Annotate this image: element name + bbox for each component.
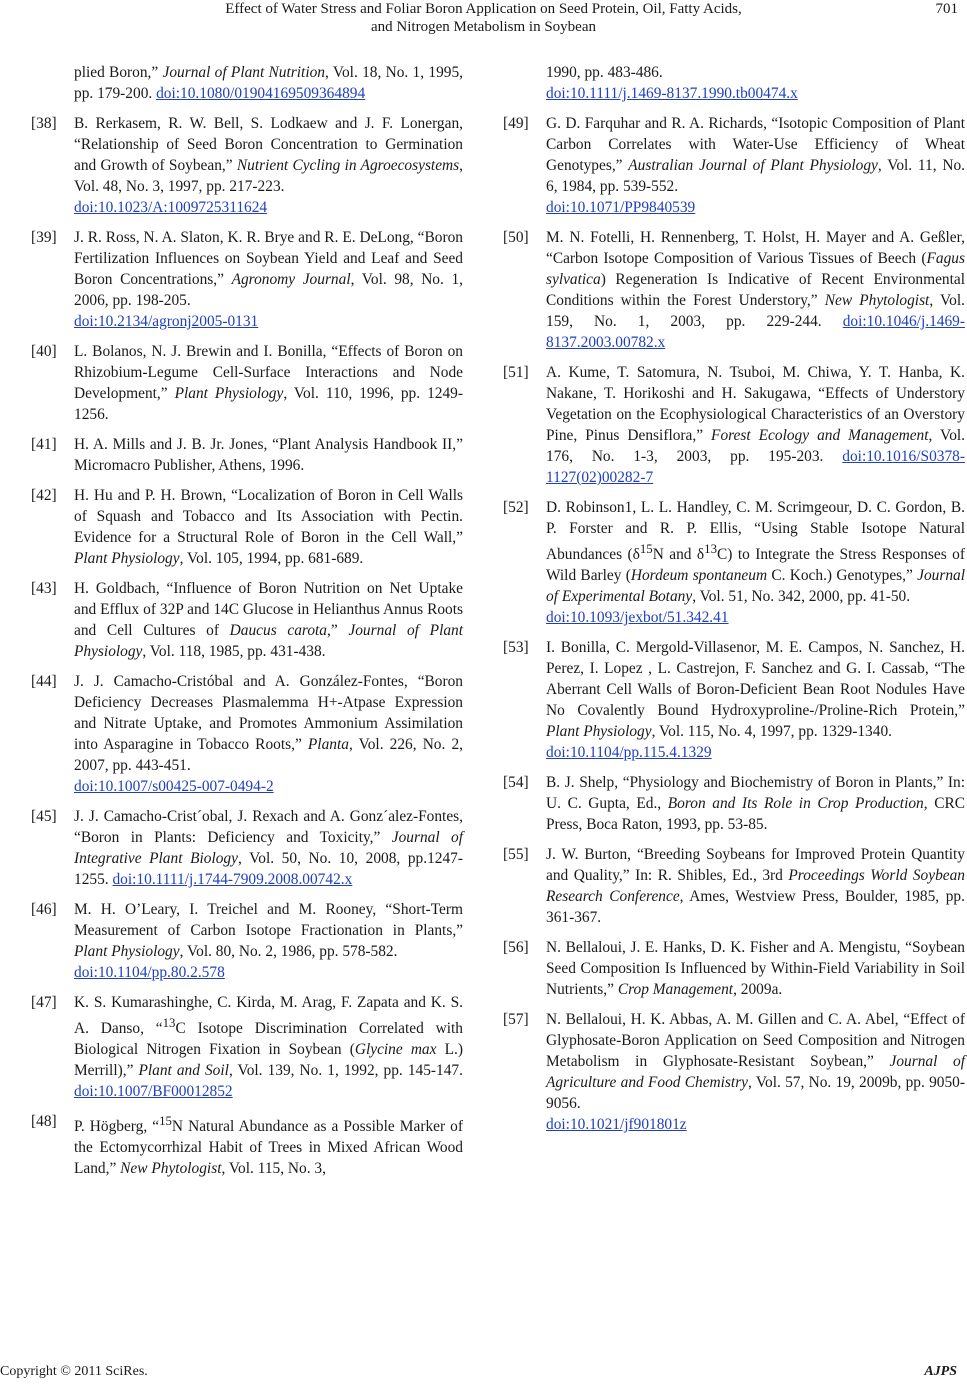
reference-number: [39] bbox=[31, 229, 57, 246]
reference-46: [46] M. H. O’Leary, I. Treichel and M. Rooney, “Short-Term Measurement of Carbon Isotope Fractionation in Plants,” Plant Physiology, Vol. 80, No. 2, 1986, pp. 578-582. doi:10.1104/pp.80.2.578 bbox=[31, 901, 463, 981]
reference-number: [42] bbox=[31, 487, 57, 504]
reference-number: [40] bbox=[31, 343, 57, 360]
reference-number: [44] bbox=[31, 673, 57, 690]
reference-37-continued: plied Boron,” Journal of Plant Nutrition, Vol. 18, No. 1, 1995, pp. 179-200. doi:10.1080/01904169509364894 bbox=[74, 64, 464, 102]
references-right-column bbox=[503, 62, 965, 1144]
reference-42: [42] H. Hu and P. H. Brown, “Localization of Boron in Cell Walls of Squash and Tobacco and Its Association with Pectin. Evidence for a Structural Role of Boron in the Cell Wall,” Plant Physiology, Vol. 105, 1994, pp. 681-689. bbox=[31, 487, 463, 567]
reference-38: [38] B. Rerkasem, R. W. Bell, S. Lodkaew and J. F. Lonergan, “Relationship of Seed Boron Concentration to Germination and Growth of Soybean,” Nutrient Cycling in Agroecosystems, Vol. 48, No. 3, 1997, pp. 217-223. doi:10.1023/A:1009725311624 bbox=[31, 115, 464, 216]
doi-link[interactable]: doi:10.1080/01904169509364894 bbox=[156, 85, 366, 102]
page-number: 701 bbox=[935, 1, 958, 17]
reference-49: [49] G. D. Farquhar and R. A. Richards, “Isotopic Composition of Plant Carbon Correlates with Water-Use Efficiency of Wheat Genotypes,” Australian Journal of Plant Physiology, Vol. 11, No. 6, 1984, pp. 539-552. doi:10.1071/PP9840539 bbox=[503, 115, 965, 216]
running-title-line-1: Effect of Water Stress and Foliar Boron Application on Seed Protein, Oil, Fatty Acids, bbox=[225, 1, 742, 17]
reference-53: [53] I. Bonilla, C. Mergold-Villasenor, M. E. Campos, N. Sanchez, H. Perez, I. Lopez , L. Castrejon, F. Sanchez and G. I. Cassab, “The Aberrant Cell Walls of Boron-Deficient Bean Root Nodules Have No Covalently Bound Hydroxyproline-/Proline-Rich Protein,” Plant Physiology, Vol. 115, No. 4, 1997, pp. 1329-1340. doi:10.1104/pp.115.4.1329 bbox=[503, 639, 965, 762]
doi-link[interactable]: doi:10.1104/pp.115.4.1329 bbox=[546, 744, 712, 762]
reference-57: [57] N. Bellaloui, H. K. Abbas, A. M. Gillen and C. A. Abel, “Effect of Glyphosate-Boron Application on Seed Composition and Nitrogen Metabolism in Glyphosate-Resistant Soybean,” Journal of Agriculture and Food Chemistry, Vol. 57, No. 19, 2009b, pp. 9050-9056. doi:10.1021/jf901801z bbox=[503, 1011, 965, 1134]
reference-number: [43] bbox=[31, 580, 57, 597]
references-left-column bbox=[31, 62, 463, 1188]
reference-51: [51] A. Kume, T. Satomura, N. Tsuboi, M. Chiwa, Y. T. Hanba, K. Nakane, T. Horikoshi and H. Sakugawa, “Effects of Understory Vegetation on the Ecophysiological Characteristics of an Overstory Pine, Pinus Densiflora,” Forest Ecology and Management, Vol. 176, No. 1-3, 2003, pp. 195-203. doi:10.1016/S0378-1127(02)00282-7 bbox=[503, 364, 966, 486]
reference-number: [48] bbox=[31, 1113, 57, 1131]
reference-39: [39] J. R. Ross, N. A. Slaton, K. R. Brye and R. E. DeLong, “Boron Fertilization Influences on Soybean Yield and Leaf and Seed Boron Concentrations,” Agronomy Journal, Vol. 98, No. 1, 2006, pp. 198-205. doi:10.2134/agronj2005-0131 bbox=[31, 229, 464, 330]
reference-41: [41] H. A. Mills and J. B. Jr. Jones, “Plant Analysis Handbook II,” Micromacro Publisher, Athens, 1996. bbox=[31, 436, 463, 474]
reference-55: [55] J. W. Burton, “Breeding Soybeans for Improved Protein Quantity and Quality,” In: R. Shibles, Ed., 3rd Proceedings World Soybean Research Conference, Ames, Westview Press, Boulder, 1985, pp. 361-367. bbox=[503, 846, 965, 927]
page-header bbox=[0, 0, 967, 44]
reference-43: [43] H. Goldbach, “Influence of Boron Nutrition on Net Uptake and Efflux of 32P and 14C Glucose in Helianthus Annus Roots and Cell Cultures of Daucus carota,” Journal of Plant Physiology, Vol. 118, 1985, pp. 431-438. bbox=[31, 580, 464, 660]
journal-abbreviation: AJPS bbox=[924, 1364, 957, 1379]
reference-52: [52] D. Robinson1, L. L. Handley, C. M. Scrimgeour, D. C. Gordon, B. P. Forster and R. P. Ellis, “Using Stable Isotope Natural Abundances ($\delta^{15}N$ and $\delta^{13}C$) to Integrate the Stress Responses of Wild Barley (Hordeum spontaneum C. Koch.) Genotypes,” Journal of Experimental Botany, Vol. 51, No. 342, 2000, pp. 41-50. doi:10.1093/jexbot/51.342.41 bbox=[503, 499, 965, 627]
reference-number: [49] bbox=[503, 115, 529, 132]
reference-number: [46] bbox=[31, 901, 57, 918]
reference-number: [52] bbox=[503, 499, 529, 516]
reference-number: [47] bbox=[31, 994, 57, 1011]
reference-number: [38] bbox=[31, 115, 57, 132]
reference-56: [56] N. Bellaloui, J. E. Hanks, D. K. Fisher and A. Mengistu, “Soybean Seed Composition Is Influenced by Within-Field Variability in Soil Nutrients,” Crop Management, 2009a. bbox=[503, 939, 965, 999]
page-footer bbox=[0, 1364, 967, 1384]
reference-number: [57] bbox=[503, 1011, 529, 1029]
reference-number: [53] bbox=[503, 639, 529, 657]
copyright-notice: Copyright © 2011 SciRes. bbox=[0, 1364, 148, 1379]
doi-link[interactable]: doi:10.1007/s00425-007-0494-2 bbox=[74, 778, 274, 795]
doi-link[interactable]: doi:10.2134/agronj2005-0131 bbox=[74, 313, 259, 330]
reference-number: [54] bbox=[503, 774, 529, 792]
reference-45: [45] J. J. Camacho-Crist´obal, J. Rexach and A. Gonz´alez-Fontes, “Boron in Plants: Deficiency and Toxicity,” Journal of Integrative Plant Biology, Vol. 50, No. 10, 2008, pp.1247-1255. doi:10.1111/j.1744-7909.2008.00742.x bbox=[31, 808, 463, 888]
doi-link[interactable]: doi:10.1021/jf901801z bbox=[546, 1116, 687, 1134]
reference-50: [50] M. N. Fotelli, H. Rennenberg, T. Holst, H. Mayer and A. Geßler, “Carbon Isotope Composition of Various Tissues of Beech (Fagus sylvatica) Regeneration Is Indicative of Recent Environmental Conditions within the Forest Understory,” New Phytologist, Vol. 159, No. 1, 2003, pp. 229-244. doi:10.1046/j.1469-8137.2003.00782.x bbox=[503, 229, 965, 351]
doi-link[interactable]: doi:10.1093/jexbot/51.342.41 bbox=[546, 609, 729, 627]
reference-44: [44] J. J. Camacho-Cristóbal and A. González-Fontes, “Boron Deficiency Decreases Plasmalemma H+-Atpase Expression and Nitrate Uptake, and Promotes Ammonium Assimilation into Asparagine in Tobacco Roots,” Planta, Vol. 226, No. 2, 2007, pp. 443-451. doi:10.1007/s00425-007-0494-2 bbox=[31, 673, 463, 795]
running-title-line-2: and Nitrogen Metabolism in Soybean bbox=[371, 19, 596, 35]
doi-link[interactable]: doi:10.1046/j.1469-8137.2003.00782.x bbox=[546, 313, 965, 351]
reference-number: [41] bbox=[31, 436, 57, 453]
doi-link[interactable]: doi:10.1023/A:1009725311624 bbox=[74, 199, 268, 216]
reference-number: [51] bbox=[503, 364, 529, 381]
doi-link[interactable]: doi:10.1007/BF00012852 bbox=[74, 1083, 233, 1101]
reference-48: [48] P. Högberg, “$^{15}$N Natural Abundance as a Possible Marker of the Ectomycorrhizal Habit of Trees in Mixed African Wood Land,” New Phytologist, Vol. 115, No. 3, bbox=[31, 1113, 463, 1178]
reference-number: [55] bbox=[503, 846, 529, 864]
reference-47: [47] K. S. Kumarashinghe, C. Kirda, M. Arag, F. Zapata and K. S. A. Danso, “$^{13}$C Isotope Discrimination Correlated with Biological Nitrogen Fixation in Soybean (Glycine max L.) Merrill),” Plant and Soil, Vol. 139, No. 1, 1992, pp. 145-147. doi:10.1007/BF00012852 bbox=[31, 994, 464, 1101]
doi-link[interactable]: doi:10.1016/S0378-1127(02)00282-7 bbox=[546, 448, 965, 486]
doi-link[interactable]: doi:10.1071/PP9840539 bbox=[546, 199, 696, 216]
reference-48-continued: 1990, pp. 483-486. doi:10.1111/j.1469-8137.1990.tb00474.x bbox=[503, 62, 965, 104]
reference-number: [45] bbox=[31, 808, 57, 825]
reference-number: [50] bbox=[503, 229, 529, 246]
doi-link[interactable]: doi:10.1111/j.1469-8137.1990.tb00474.x bbox=[546, 85, 798, 102]
doi-link[interactable]: doi:10.1111/j.1744-7909.2008.00742.x bbox=[112, 871, 353, 888]
reference-54: [54] B. J. Shelp, “Physiology and Biochemistry of Boron in Plants,” In: U. C. Gupta, Ed., Boron and Its Role in Crop Production, CRC Press, Boca Raton, 1993, pp. 53-85. bbox=[503, 774, 965, 834]
reference-40: [40] L. Bolanos, N. J. Brewin and I. Bonilla, “Effects of Boron on Rhizobium-Legume Cell-Surface Interactions and Node Development,” Plant Physiology, Vol. 110, 1996, pp. 1249-1256. bbox=[31, 343, 463, 423]
reference-number: [56] bbox=[503, 939, 529, 957]
doi-link[interactable]: doi:10.1104/pp.80.2.578 bbox=[74, 964, 225, 981]
